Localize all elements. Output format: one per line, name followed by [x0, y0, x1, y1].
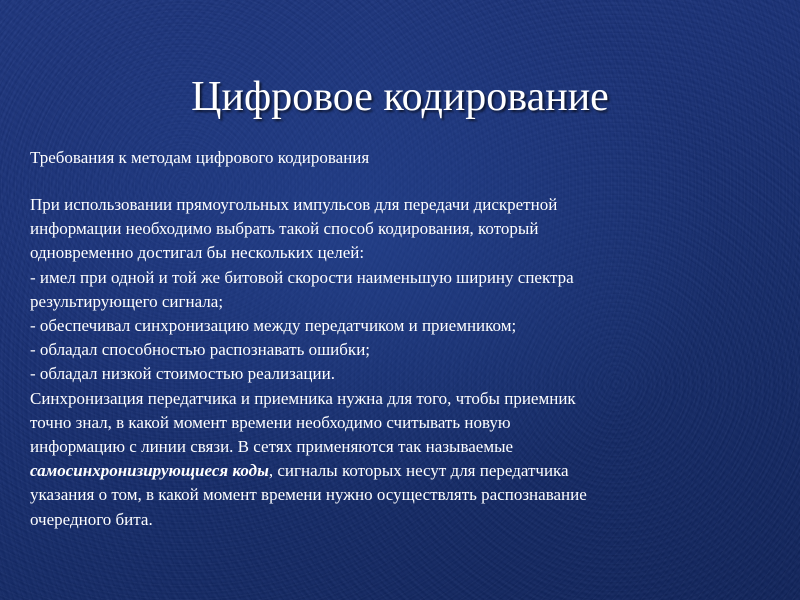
- body-line: информации необходимо выбрать такой способ кодирования, который: [30, 219, 539, 239]
- body-line: Синхронизация передатчика и приемника нужна для того, чтобы приемник: [30, 388, 576, 408]
- slide-title: Цифровое кодирование: [191, 74, 609, 120]
- body-line: информацию с линии связи. В сетях применяются так называемые: [30, 437, 514, 457]
- body-line: - обладал низкой стоимостью реализации.: [30, 364, 335, 384]
- body-line: - имел при одной и той же битовой скорости наименьшую ширину спектра: [30, 267, 574, 287]
- body-line: При использовании прямоугольных импульсов для передачи дискретной: [30, 195, 558, 214]
- body-line-rest: , сигналы которых несут для передатчика: [268, 461, 569, 481]
- body-line: точно знал, в какой момент времени необходимо считывать новую: [30, 412, 511, 432]
- body-line: результирующего сигнала;: [30, 291, 224, 311]
- body-line: - обладал способностью распознавать ошибки;: [30, 340, 371, 360]
- body-line: указания о том, в какой момент времени нужно осуществлять распознавание: [30, 485, 587, 505]
- body-line: очередного бита.: [30, 509, 153, 529]
- emphasized-term: самосинхронизирующиеся коды: [30, 461, 269, 481]
- body-line: - обеспечивал синхронизацию между передатчиком и приемником;: [30, 316, 517, 336]
- body-line: одновременно достигал бы нескольких целей:: [30, 243, 365, 263]
- slide-body: [30, 193, 775, 532]
- slide-subtitle: Требования к методам цифрового кодирования: [30, 148, 370, 167]
- body-line: [30, 459, 775, 483]
